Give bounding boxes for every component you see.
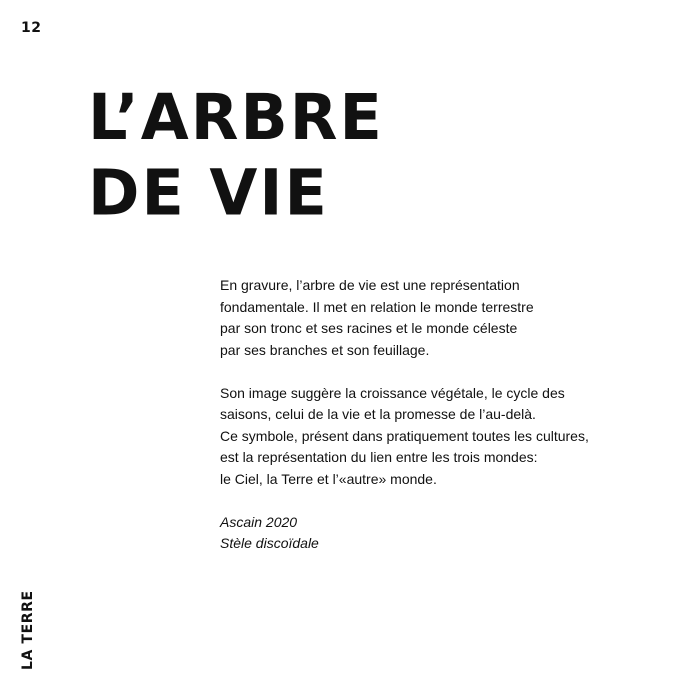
body-text bbox=[220, 275, 650, 555]
paragraph-line: Ce symbole, présent dans pratiquement toutes les cultures, bbox=[220, 427, 589, 444]
caption-description: Stèle discoïdale bbox=[220, 535, 319, 551]
caption-location: Ascain 2020 bbox=[220, 513, 298, 530]
section-label: LA TERRE bbox=[20, 590, 36, 670]
title-line-1: L’ARBRE bbox=[88, 80, 384, 155]
paragraph-line: le Ciel, la Terre et l’«autre» monde. bbox=[220, 470, 437, 487]
paragraph-line: fondamentale. Il met en relation le monde terrestre bbox=[220, 298, 534, 315]
paragraph-line: par son tronc et ses racines et le monde céleste bbox=[220, 320, 518, 336]
page-number: 12 bbox=[21, 20, 42, 36]
paragraph-line: saisons, celui de la vie et la promesse de l’au-delà. bbox=[220, 406, 536, 422]
paragraph-line: Son image suggère la croissance végétale, le cycle des bbox=[220, 384, 565, 401]
paragraph-line: est la représentation du lien entre les trois mondes: bbox=[220, 449, 538, 465]
paragraph-2 bbox=[220, 383, 650, 491]
title-line-2: DE VIE bbox=[88, 155, 329, 230]
paragraph-line: par ses branches et son feuillage. bbox=[220, 341, 430, 358]
page-title bbox=[88, 80, 384, 231]
paragraph-line: En gravure, l’arbre de vie est une représentation bbox=[220, 277, 520, 293]
caption bbox=[220, 512, 650, 555]
paragraph-1 bbox=[220, 275, 650, 361]
